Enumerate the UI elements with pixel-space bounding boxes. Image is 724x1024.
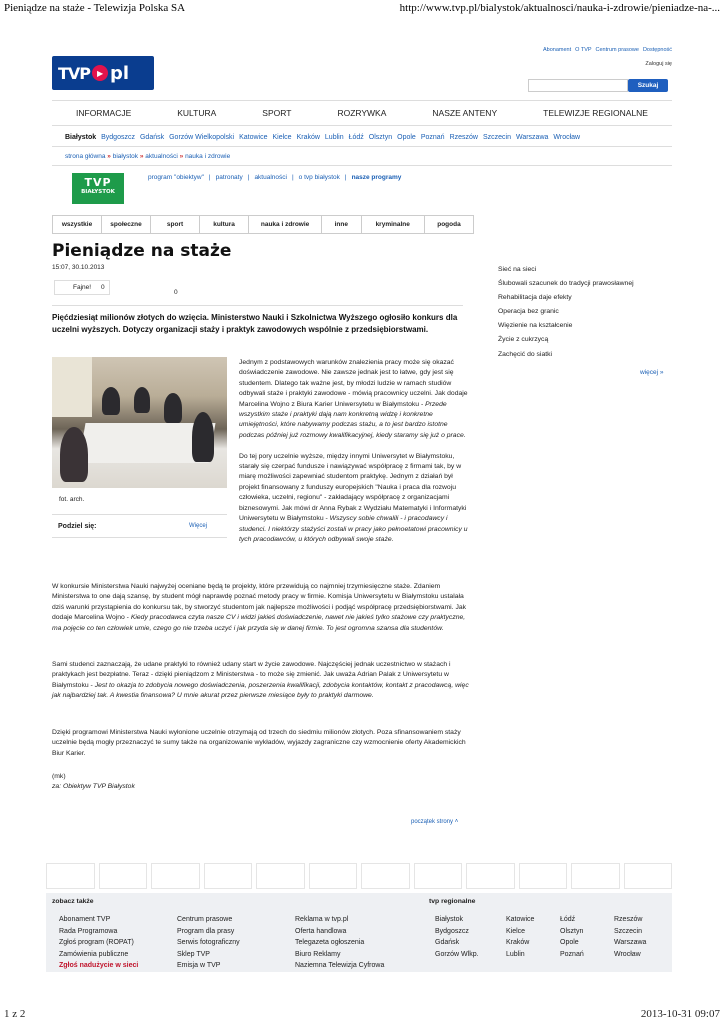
footer-regional-col (614, 914, 646, 960)
footer-regional-col (506, 914, 534, 960)
category-tab[interactable]: wszystkie (53, 216, 102, 233)
more-link[interactable]: więcej » (640, 369, 664, 376)
paragraph-text: W konkursie Ministerstwa Nauki najwyżej oceniane będą te projekty, które przewidują co najmniej trzymiesięczne staże. Zdaniem Ministerstwa to one dają szansę, by student mógł naprawdę poznać metody pracy w firmie. Komisja Uniwersytetu w Białymstoku ustalała dziś warunki przystąpienia do konkursu tak, by stworzyć studentom jak najlepsze możliwości i podjąć współpracę przedsiębiorstwami. Jak dodaje Marcelina Wojno - (52, 583, 467, 622)
city-link[interactable]: Gorzów Wielkopolski (169, 134, 235, 141)
city-link[interactable]: Kielce (272, 134, 292, 141)
reglogo-top: TVP (84, 176, 112, 189)
top-link[interactable]: Dostępność (642, 47, 672, 53)
breadcrumb (65, 153, 230, 160)
breadcrumb-item[interactable]: białystok (112, 153, 139, 160)
related-link[interactable]: Więzienie na kształcenie (498, 322, 573, 330)
footer-region-link[interactable]: Opole (560, 939, 579, 947)
login-link[interactable]: Zaloguj się (645, 61, 672, 67)
footer-region-link[interactable]: Warszawa (614, 939, 647, 947)
footer-link[interactable]: Oferta handlowa (295, 927, 347, 935)
photo-caption: fot. arch. (59, 496, 85, 503)
category-tab[interactable]: inne (322, 216, 361, 233)
reglogo-bottom: BIAŁYSTOK (81, 189, 115, 195)
footer-regional-col (560, 914, 584, 960)
like-label: Fajne! (73, 284, 92, 291)
quote-text: Jest to okazja to zdobycia nowego doświadczenia, poszerzenia kwalifikacji, zdobycia kontaktów, kontakt z pracodawcą, więc jak najbardziej tak. A kwestia finansowa? U mnie akurat przez pierwsze miesiące były to praktyki darmowe. (52, 681, 469, 700)
city-link[interactable]: Poznań (420, 134, 445, 141)
subnav-item-programs[interactable]: nasze programy (351, 174, 402, 181)
city-link[interactable]: Kraków (296, 134, 320, 141)
category-tab[interactable]: społeczne (102, 216, 151, 233)
divider (52, 305, 463, 306)
category-tab[interactable]: kultura (200, 216, 249, 233)
subnav-item[interactable]: patronaty (215, 174, 243, 181)
footer-regional-heading: tvp regionalne (429, 898, 476, 905)
category-tab[interactable]: pogoda (437, 221, 461, 228)
article-paragraph (52, 582, 472, 634)
main-nav-item[interactable]: NASZE ANTENY (432, 108, 498, 118)
divider (52, 146, 672, 147)
footer-link-report-abuse[interactable]: Zgłoś nadużycie w sieci (59, 962, 139, 970)
city-link[interactable]: Łódź (348, 134, 364, 141)
related-link[interactable]: Rehabilitacja daje efekty (498, 294, 572, 302)
quote-text: Wszyscy sobie chwalili - i pracodawcy i studenci. I niektórzy stażyści zostali w pracy jako pełnoetatowi pracownicy u tych pracodawców, u których odbywali swoje staże. (239, 515, 468, 543)
related-link[interactable]: Operacja bez granic (498, 308, 559, 316)
related-link[interactable]: Zachęcić do siatki (498, 350, 553, 358)
footer-region-link[interactable]: Łódź (560, 916, 576, 923)
like-count: 0 (101, 284, 105, 291)
city-link[interactable]: Szczecin (482, 134, 511, 141)
tvp-bialystok-logo[interactable] (72, 173, 124, 204)
print-url: http://www.tvp.pl/bialystok/aktualnosci/nauka-i-zdrowie/pieniadze-na-... (399, 2, 720, 14)
footer-link[interactable]: Rada Programowa (59, 927, 118, 935)
logo-tvp-text: TVP (58, 63, 91, 83)
main-nav-item[interactable]: INFORMACJE (76, 108, 132, 118)
share-label: Podziel się: (58, 522, 97, 530)
article-paragraph (52, 660, 472, 702)
footer-region-link[interactable]: Poznań (560, 950, 584, 958)
partner-boxes (46, 863, 672, 889)
footer-link[interactable]: Centrum prasowe (177, 916, 233, 923)
subnav-sep: | (208, 174, 211, 181)
back-to-top-link[interactable]: początek strony ˄ (411, 819, 459, 825)
paragraph-text: Sami studenci zaznaczają, że udane praktyki to również udany start w życie zawodowe. Najczęściej jednak uczestnictwo w stażach i praktykach jest bezpłatne. Teraz - dzięki pieniądzom z Ministerstwa - to może się zmienić. Jak uważa Adrian Palak z Uniwersytetu w Białymstoku - (52, 661, 451, 689)
city-link[interactable]: Gdańsk (139, 134, 165, 141)
article-author: (mk) (52, 773, 66, 780)
like-button[interactable] (54, 280, 110, 295)
city-link[interactable]: Wrocław (553, 134, 581, 141)
footer-link[interactable]: Sklep TVP (177, 950, 210, 958)
footer-link[interactable]: Telegazeta ogłoszenia (295, 939, 365, 947)
footer-link[interactable]: Biuro Reklamy (295, 950, 341, 958)
footer-col (295, 914, 384, 972)
footer-region-link[interactable]: Szczecin (614, 927, 643, 935)
related-link[interactable]: Sieć na sieci (498, 266, 537, 273)
footer-region-link[interactable]: Kraków (506, 939, 530, 947)
article-lead: Pięćdziesiąt milionów złotych do wzięcia. Ministerstwo Nauki i Szkolnictwa Wyższego ogłosiło konkurs dla uczelni wyższych. Dotyczy organizacji staży i praktyk zawodowych wspólnie z przedsiębiorstwami. (52, 313, 458, 334)
subnav-item[interactable]: o tvp białystok (298, 174, 340, 181)
top-link[interactable]: O TVP (575, 47, 592, 53)
breadcrumb-item[interactable]: aktualności (145, 153, 178, 160)
footer-region-link[interactable]: Lublin (506, 950, 525, 958)
footer-link[interactable]: Program dla prasy (177, 927, 235, 935)
article-photo (52, 357, 227, 488)
search-input[interactable] (528, 79, 628, 92)
quote-text: Kiedy pracodawca czyta nasze CV i widzi jakieś doświadczenie, nawet nie jakieś tylko stażowe czy praktyczne, ma pojęcie co ten człowiek umie, czego go nie trzeba uczyć i jak przyda się w danej firmie. To jest ogromna szansa dla studentów. (52, 614, 466, 632)
category-tab[interactable]: sport (151, 216, 200, 233)
paragraph-text: Do tej pory uczelnie wyższe, między innymi Uniwersytet w Białymstoku, starały się czerpać fundusze i nawiązywać współpracę z firmami tak, by w miarę możliwości zapewniać studentom praktykę. Jednym z działań był projekt finansowany z funduszy europejskich "Nauka i praca dla rozwoju człowieka, uczelni, regionu" - zakładający współpracę z organizacjami biznesowymi. Jak mówi dr Anna Rybak z Wydziału Matematyki i Informatyki Uniwersytetu w Białymstoku - (239, 452, 467, 523)
main-nav-item[interactable]: TELEWIZJE REGIONALNE (543, 108, 648, 118)
city-link[interactable]: Olsztyn (368, 134, 393, 141)
footer-link[interactable]: Zamówienia publiczne (59, 950, 129, 958)
regional-subnav (148, 174, 401, 181)
footer-col (59, 914, 138, 972)
breadcrumb-item[interactable]: strona główna (65, 153, 106, 160)
footer-see-also-heading: zobacz także (52, 898, 94, 905)
article-title: Pieniądze na staże (52, 241, 232, 261)
footer-region-link[interactable]: Kielce (506, 927, 526, 935)
share-bar (52, 514, 227, 538)
subnav-item[interactable]: aktualności (254, 174, 287, 181)
quote-text: Przede wszystkim staże i praktyki dają nam konkretną widzę i konkretne umiejętności, które nabywamy podczas stażu, a to jest bardzo istotne podczas później już rozmowy kwalifikacyjnej, kiedy staramy się już o prace. (239, 400, 466, 439)
footer-link[interactable]: Serwis fotograficzny (177, 939, 240, 947)
article-paragraph (239, 358, 471, 545)
divider (52, 165, 672, 166)
article-paragraph: Dzięki programowi Ministerstwa Nauki wyłonione uczelnie otrzymają od trzech do siedmiu milionów złotych. Poza sfinansowaniem staży uczelnie będą mogły przeznaczyć te sumy także na organizowanie wykładów, wyjazdy zagraniczne czy wzmocnienie oferty Akademickich Biur Karier. (52, 729, 466, 757)
city-link[interactable]: Warszawa (515, 134, 549, 141)
share-more-link[interactable]: Więcej (188, 523, 207, 529)
footer-region-link[interactable]: Katowice (506, 916, 535, 923)
city-link[interactable]: Katowice (239, 134, 268, 141)
category-tab[interactable]: kryminalne (362, 216, 425, 233)
footer-col (177, 914, 240, 972)
city-link[interactable]: Bydgoszcz (101, 134, 135, 141)
footer-link[interactable]: Reklama w tvp.pl (295, 916, 349, 923)
breadcrumb-sep: » (179, 153, 184, 160)
logo-pl-text: pl (110, 62, 130, 84)
print-page-number: 1 z 2 (4, 1008, 26, 1020)
print-title: Pieniądze na staże - Telewizja Polska SA (4, 2, 186, 14)
comments-count: 0 (174, 289, 178, 296)
subnav-sep: | (344, 174, 347, 181)
main-nav-item[interactable]: SPORT (262, 108, 292, 118)
paragraph-text: Jednym z podstawowych warunków znalezienia pracy może się okazać doświadczenie zawodowe. Nie zawsze jednak jest to łatwe, gdy jest się studentem. Dlatego tak ważne jest, by młodzi ludzie w ramach studiów odbywali staże i praktyki zawodowe - mówią pracownicy uczelni. Jak dodaje Marcelina Wojno z Biura Karier Uniwersytetu w Białymstoku - (239, 359, 468, 408)
breadcrumb-sep: » (139, 153, 144, 160)
print-datetime: 2013-10-31 09:07 (640, 1008, 720, 1020)
subnav-sep: | (291, 174, 294, 181)
site-footer (46, 893, 672, 972)
main-nav (52, 100, 672, 126)
main-nav-item[interactable]: KULTURA (177, 108, 217, 118)
city-nav (65, 134, 580, 141)
footer-link[interactable]: Abonament TVP (59, 916, 111, 923)
city-current: Białystok (65, 134, 97, 141)
footer-region-link[interactable]: Rzeszów (614, 916, 643, 923)
footer-link[interactable]: Zgłoś program (ROPAT) (59, 939, 134, 947)
related-news (498, 266, 670, 365)
play-icon: ▶ (92, 65, 108, 81)
related-link[interactable]: Ślubowali szacunek do tradycji prawosławnej (498, 280, 634, 288)
related-link[interactable]: Życie z cukrzycą (498, 336, 549, 344)
city-link[interactable]: Lublin (324, 134, 344, 141)
footer-region-link[interactable]: Gorzów Wlkp. (435, 950, 479, 958)
subnav-sep: | (247, 174, 250, 181)
top-link[interactable]: Centrum prasowe (595, 47, 639, 53)
category-tabs (52, 215, 474, 234)
article-date: 15:07, 30.10.2013 (52, 264, 105, 271)
city-link[interactable]: Rzeszów (449, 134, 478, 141)
footer-region-link[interactable]: Gdańsk (435, 939, 460, 947)
category-tab[interactable]: nauka i zdrowie (249, 216, 322, 233)
footer-regional-col (435, 914, 479, 960)
footer-region-link[interactable]: Bydgoszcz (435, 927, 469, 935)
footer-link[interactable]: Naziemna Telewizja Cyfrowa (295, 962, 385, 970)
main-nav-item[interactable]: ROZRYWKA (337, 108, 387, 118)
article-source: za: Obiektyw TVP Białystok (52, 783, 135, 790)
subnav-item[interactable]: program "obiektyw" (148, 174, 204, 181)
top-links (543, 47, 672, 53)
footer-region-link[interactable]: Białystok (435, 916, 464, 923)
breadcrumb-sep: » (107, 153, 111, 160)
footer-link[interactable]: Emisja w TVP (177, 962, 221, 970)
breadcrumb-item[interactable]: nauka i zdrowie (185, 153, 231, 160)
footer-region-link[interactable]: Wrocław (614, 950, 641, 958)
search-button[interactable]: Szukaj (628, 79, 668, 92)
footer-region-link[interactable]: Olsztyn (560, 927, 584, 935)
top-link[interactable]: Abonament (542, 47, 572, 53)
city-link[interactable]: Opole (397, 134, 416, 141)
tvp-logo[interactable] (52, 56, 154, 90)
